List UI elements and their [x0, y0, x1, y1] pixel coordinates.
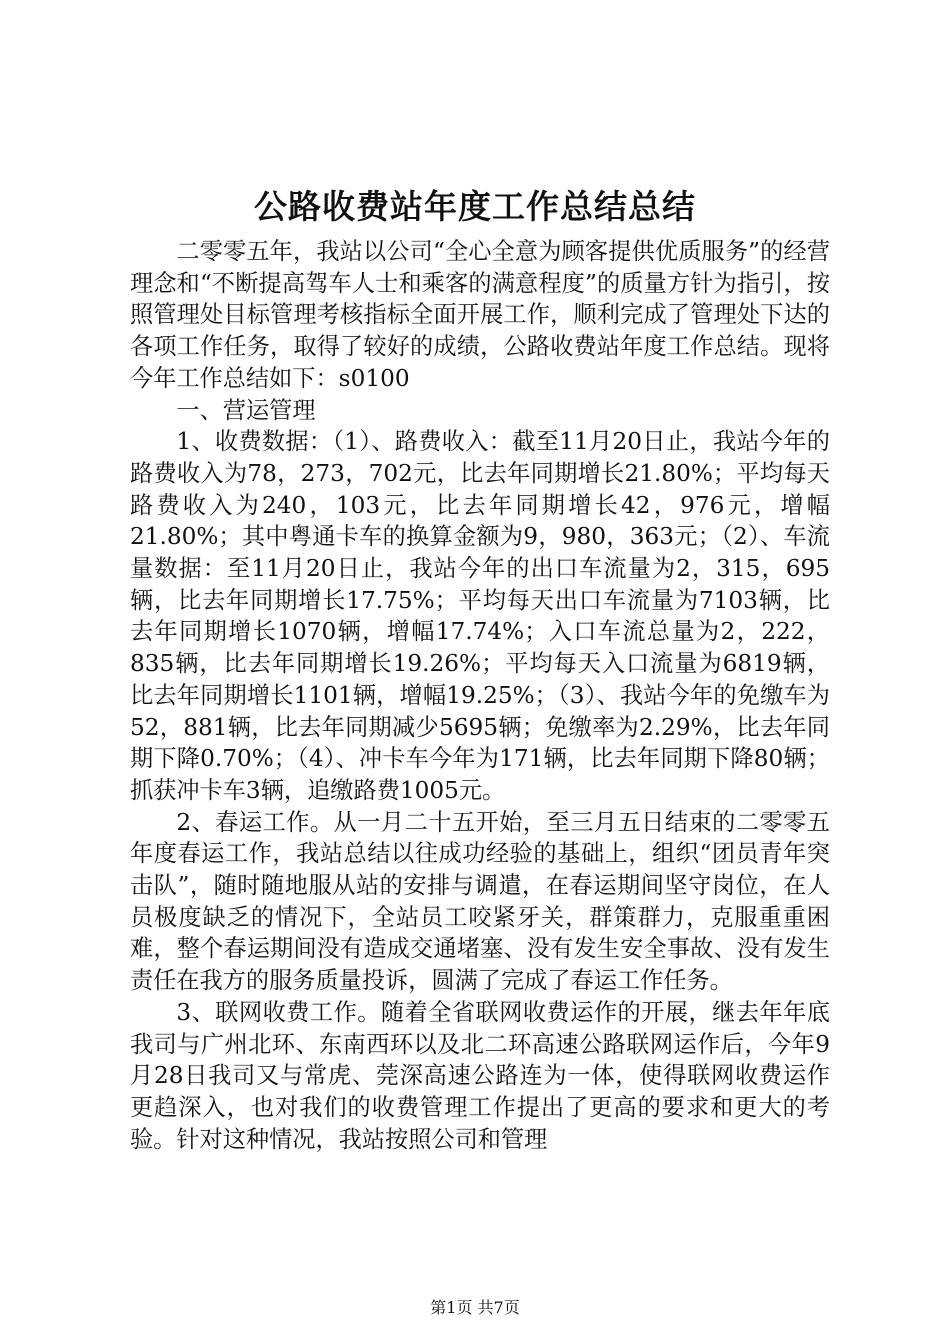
section-heading-operations: 一、营运管理 [176, 396, 316, 424]
toll-data-paragraph: 1、收费数据：（1）、路费收入：截至11月20日止，我站今年的路费收入为78，273，702元，比去年同期增长21.80%；平均每天路费收入为240，103元，比去年同期增长42，976元，增幅21.80%；其中粤通卡车的换算金额为9，980，363元；（2）、车流量数据：至11月20日止，我站今年的出口车流量为2，315，695辆，比去年同期增长17.75%；平均每天出口车流量为7103辆，比去年同期增长1070辆，增幅17.74%；入口车流总量为2，222，835辆，比去年同期增长19.26%；平均每天入口流量为6819辆，比去年同期增长1101辆，增幅19.25%；（3）、我站今年的免缴车为52，881辆，比去年同期减少5695辆；免缴率为2.29%，比去年同期下降0.70%；（4）、冲卡车今年为171辆，比去年同期下降80辆；抓获冲卡车3辆，追缴路费1005元。 [130, 428, 830, 804]
document-title: 公路收费站年度工作总结总结 [254, 187, 696, 226]
network-toll-paragraph: 3、联网收费工作。随着全省联网收费运作的开展，继去年年底我司与广州北环、东南西环以及北二环高速公路联网运作后，今年9月28日我司又与常虎、莞深高速公路连为一体，使得联网收费运作更趋深入，也对我们的收费管理工作提出了更高的要求和更大的考验。针对这种情况，我站按照公司和管理 [130, 998, 830, 1153]
spring-festival-paragraph: 2、春运工作。从一月二十五开始，至三月五日结束的二零零五年度春运工作，我站总结以往成功经验的基础上，组织“团员青年突击队”，随时随地服从站的安排与调遣，在春运期间坚守岗位，在人员极度缺乏的情况下，全站员工咬紧牙关，群策群力，克服重重困难，整个春运期间没有造成交通堵塞、没有发生安全事故、没有发生责任在我方的服务质量投诉，圆满了完成了春运工作任务。 [130, 808, 830, 995]
document-body [130, 236, 830, 1155]
page-footer: 第1页 共7页 [430, 1298, 520, 1317]
intro-paragraph: 二零零五年，我站以公司“全心全意为顾客提供优质服务”的经营理念和“不断提高驾车人士和乘客的满意程度”的质量方针为指引，按照管理处目标管理考核指标全面开展工作，顺利完成了管理处下达的各项工作任务，取得了较好的成绩，公路收费站年度工作总结。现将今年工作总结如下：s0100 [130, 238, 830, 392]
